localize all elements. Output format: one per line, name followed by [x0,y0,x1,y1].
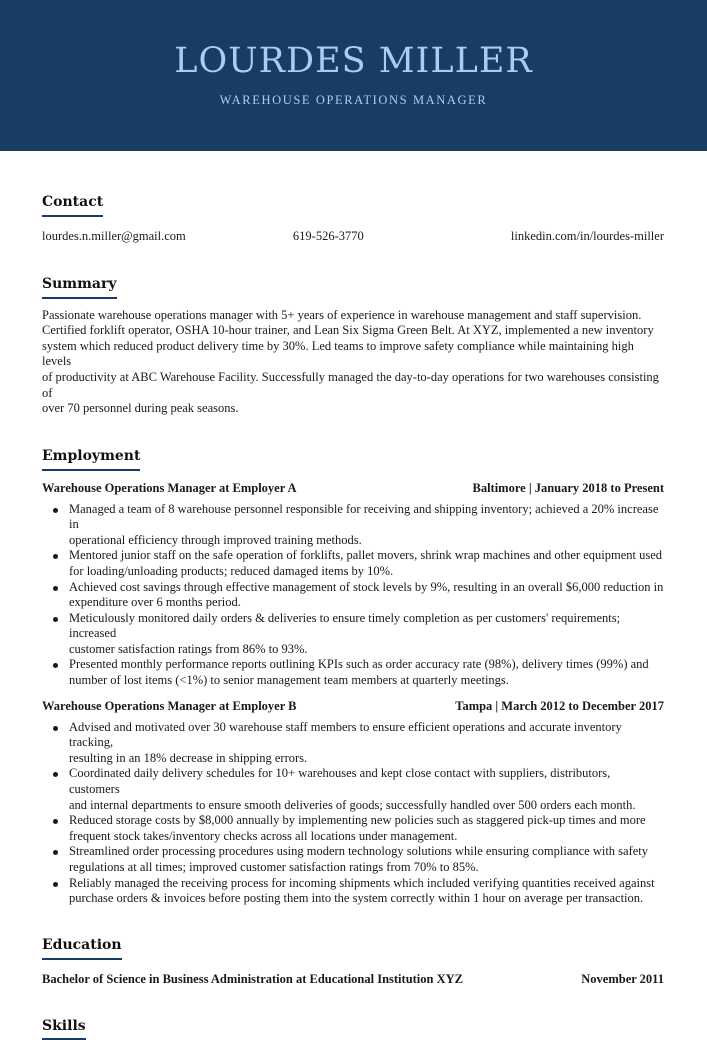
summary-line: over 70 personnel during peak seasons. [42,401,239,416]
summary-text [42,308,664,417]
candidate-role: WAREHOUSE OPERATIONS MANAGER [219,93,488,107]
contact-row [42,229,664,244]
job-position: Warehouse Operations Manager at Employer B [42,698,297,713]
job-position: Warehouse Operations Manager at Employer A [42,480,297,495]
summary-line: Passionate warehouse operations manager with 5+ years of experience in warehouse management and staff supervision. [42,307,642,322]
job-header [42,481,664,496]
job-bullet: Mentored junior staff on the safe operation of forklifts, pallet movers, shrink wrap machines and other equipment used for loading/unloading products; reduced damaged items by 10%. [42,548,664,579]
summary-heading: Summary [42,276,117,299]
skills-section [42,1017,664,1040]
job-entry [42,481,664,689]
resume-body [42,151,664,1040]
contact-linkedin[interactable]: linkedin.com/in/lourdes-miller [510,228,664,243]
job-entry [42,699,664,907]
summary-line: Certified forklift operator, OSHA 10-hour trainer, and Lean Six Sigma Green Belt. At XYZ, implemented a new inventory [42,323,654,338]
skills-heading: Skills [42,1018,86,1040]
job-bullet: Reliably managed the receiving process for incoming shipments which included verifying quantities received against purchase orders & invoices before posting them into the system correctly within 1 hour on average per transaction. [42,876,664,907]
job-header [42,699,664,714]
education-section [42,936,664,987]
job-bullet: Meticulously monitored daily orders & deliveries to ensure timely completion as per customers' requirements; increased customer satisfaction ratings from 86% to 93%. [42,611,664,658]
education-heading: Education [42,937,122,960]
education-degree: Bachelor of Science in Business Administration at Educational Institution XYZ [42,971,464,986]
employment-section [42,447,664,907]
job-meta: Tampa | March 2012 to December 2017 [455,698,664,713]
contact-heading: Contact [42,194,103,217]
contact-section [42,193,664,244]
job-meta: Baltimore | January 2018 to Present [472,480,664,495]
job-bullets [42,502,664,689]
job-bullet: Coordinated daily delivery schedules for 10+ warehouses and kept close contact with suppliers, distributors, customers and internal departments to ensure smooth deliveries of goods; successfully handled over 500 orders each month. [42,766,664,813]
job-bullet: Streamlined order processing procedures using modern technology solutions while ensuring compliance with safety regulations at all times; improved customer satisfaction ratings from 70% to 85%. [42,844,664,875]
education-date: November 2011 [581,971,664,986]
job-bullet: Achieved cost savings through effective management of stock levels by 9%, resulting in an overall $6,000 reduction in expenditure over 6 months period. [42,580,664,611]
contact-phone[interactable]: 619-526-3770 [292,228,364,243]
employment-heading: Employment [42,448,140,471]
job-bullet: Presented monthly performance reports outlining KPIs such as order accuracy rate (98%), delivery times (99%) and number of lost items (<1%) to senior management team members at quarterly meetings. [42,657,664,688]
summary-line: system which reduced product delivery time by 30%. Led teams to improve safety compliance while maintaining high levels [42,338,634,369]
job-bullet: Advised and motivated over 30 warehouse staff members to ensure efficient operations and accurate inventory tracking, resulting in an 18% decrease in shipping errors. [42,720,664,767]
education-entry [42,972,664,987]
summary-line: of productivity at ABC Warehouse Facility. Successfully managed the day-to-day operations for two warehouses consisting of [42,369,659,400]
summary-section [42,275,664,417]
contact-email[interactable]: lourdes.n.miller@gmail.com [42,228,186,243]
job-bullet: Managed a team of 8 warehouse personnel responsible for receiving and shipping inventory; achieved a 20% increase in operational efficiency through improved training methods. [42,502,664,549]
resume-header [0,0,707,151]
job-bullet: Reduced storage costs by $8,000 annually by implementing new policies such as staggered pick-up times and more frequent stock takes/inventory checks across all locations under management. [42,813,664,844]
job-bullets [42,720,664,907]
candidate-name: LOURDES MILLER [174,41,533,81]
